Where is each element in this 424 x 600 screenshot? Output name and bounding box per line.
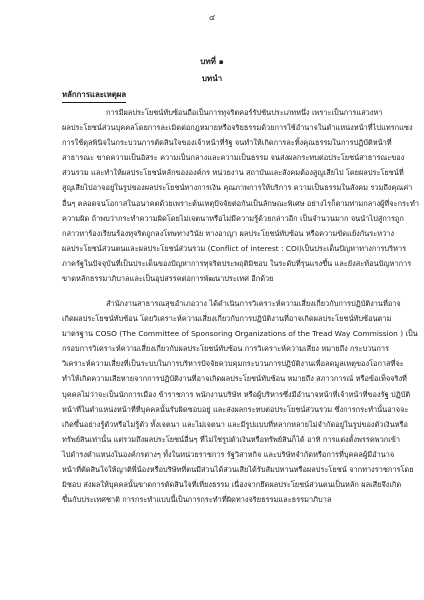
page-number: ๔ [208, 13, 216, 22]
paragraph-line: มาตรฐาน COSO (The Committee of Sponsoring Organizations of the Tread Way Commission ) เป็น [62, 329, 418, 339]
paragraph-line: บุคคลไม่ว่าจะเป็นนักการเมือง ข้าราชการ พนักงานบริษัท หรือผู้บริหารซึ่งมีอำนาจหน้าที่เจ้าหน้าที่ของรัฐ ปฏิบัติ [62, 389, 411, 399]
paragraph-line: ส่วนรวม และทำให้ผลประโยชน์หลักขององค์กร หน่วยงาน สถาบันและสังคมต้องสูญเสียไป โดยผลประโยชน์ที่ [62, 168, 404, 178]
paragraph-line: อื่นๆ ตลอดจนโอกาสในอนาคตด้วยเพราะต้นเหตุปัจจัยต่อกันเป็นลักษณะพิเศษ อย่างไรก็ตามท่ามกลางผู้ที่จะกระทำ [62, 198, 419, 208]
paragraph-line: สูญเสียไปอาจอยู่ในรูปของผลประโยชน์ทางการเงิน คุณภาพการให้บริการ ความเป็นธรรมในสังคม รวมถึงคุณค่า [62, 183, 413, 193]
paragraph-line: ภาครัฐในปัจจุบันที่เป็นประเด็นของปัญหาการทุจริตประพฤติมิชอบ ในระดับที่รุนแรงขึ้น และยังสะท้อนปัญหาการ [62, 258, 412, 268]
paragraph-line: วิเคราะห์ความเสี่ยงที่เป็นระบบในการบริหารปัจจัยควบคุมกระบวนการปฏิบัติงานเพื่อลดมูลเหตุของโอกาสที่จะ [62, 359, 404, 369]
paragraph-line: ความผิด ถ้าพบว่ากระทำความผิดโดยไม่เจตนาหรือไม่มีความรู้ด้วยกล่าวอีก เป็นจำนวนมาก จนนำไปสู่การถูก [62, 213, 404, 223]
paragraph-line: สาธารณะ ขาดความเป็นอิสระ ความเป็นกลางและความเป็นธรรม จนส่งผลกระทบต่อประโยชน์สาธารณะของ [62, 153, 405, 163]
paragraph-line: ขึ้นกับประเทศชาติ การกระทำแบบนี้เป็นการกระทำที่ผิดทางจริยธรรมและธรรมาภิบาล [62, 495, 332, 505]
paragraph-line: มิชอบ ส่งผลให้บุคคลนั้นขาดการตัดสินใจที่เที่ยงธรรม เนื่องจากยึดผลประโยชน์ส่วนตนเป็นหลัก ผลเสียจึงเกิด [62, 480, 402, 490]
paragraph-line: หน้าที่ในตำแหน่งหน้าที่ที่บุคคลนั้นรับผิดชอบอยู่ และส่งผลกระทบต่อประโยชน์ส่วนรวม ซึ่งการกระทำนั้นอาจจะ [62, 404, 409, 414]
paragraph-line: ขาดหลักธรรมาภิบาลและเป็นอุปสรรคต่อการพัฒนาประเทศ อีกด้วย [62, 274, 274, 284]
paragraph-line: ผลประโยชน์ส่วนตนและผลประโยชน์ส่วนรวม (Conflict of interest : COI)เป็นประเด็นปัญหาทางการบริหาร [62, 243, 407, 253]
paragraph-line: การมีผลประโยชน์ทับซ้อนถือเป็นการทุจริตคอร์รัปชันประเภทหนึ่ง เพราะเป็นการแสวงหา [106, 108, 383, 117]
paragraph-line: กรอบการวิเคราะห์ความเสี่ยงเกี่ยวกับผลประโยชน์ทับซ้อน การวิเคราะห์ความเสี่ยง หมายถึง กระบวนการ [62, 344, 389, 354]
paragraph-line: การใช้ดุลพินิจในกระบวนการตัดสินใจของเจ้าหน้าที่รัฐ จนทำให้เกิดการละทิ้งคุณธรรมในการปฏิบัติหน้าที่ [62, 138, 392, 148]
paragraph-line: ทำให้เกิดความเสียหายจากการปฏิบัติงานที่อาจเกิดผลประโยชน์ทับซ้อน หมายถึง สภาวการณ์ หรือข้อเท็จจริงที่ [62, 374, 407, 384]
paragraph-line: ทรัพย์สินเท่านั้น แต่รวมถึงผลประโยชน์อื่นๆ ที่ไม่ใช่รูปตัวเงินหรือทรัพย์สินก็ได้ อาทิ การแต่งตั้งพรรคพวกเข้า [62, 434, 400, 444]
paragraph-line: ไปดำรงตำแหน่งในองค์กรต่างๆ ทั้งในหน่วยราชการ รัฐวิสาหกิจ และบริษัทจำกัดหรือการที่บุคคลผู้มีอำนาจ [62, 449, 395, 459]
section-heading: หลักการและเหตุผล [62, 89, 126, 103]
paragraph-line: เกิดขึ้นอย่างรู้ตัวหรือไม่รู้ตัว ทั้งเจตนา และไม่เจตนา และมีรูปแบบที่หลากหลายไม่จำกัดอยู่ในรูปของตัวเงินหรือ [62, 419, 408, 429]
paragraph-risk-analysis [62, 296, 418, 507]
paragraph-line: หน้าที่ตัดสินใจให้ญาติพี่น้องหรือบริษัทที่ตนมีส่วนได้ส่วนเสียได้รับสัมปทานหรือผลประโยชน์ จากทางราชการโดย [62, 465, 414, 475]
paragraph-line: ผลประโยชน์ส่วนบุคคลโดยการละเมิดต่อกฎหมายหรือจริยธรรมด้วยการใช้อำนาจในตำแหน่งหน้าที่ไปแทรกแซง [62, 123, 413, 133]
paragraph-rationale [62, 105, 419, 286]
paragraph-line: เกิดผลประโยชน์ทับซ้อน โดยวิเคราะห์ความเสี่ยงเกี่ยวกับการปฏิบัติงานที่อาจเกิดผลประโยชน์ทับซ้อนตาม [62, 314, 392, 324]
chapter-title: บทนำ [201, 74, 223, 83]
paragraph-line: สำนักงานสาธารณสุขอำเภอวาง ได้ดำเนินการวิเคราะห์ความเสี่ยงเกี่ยวกับการปฏิบัติงานที่อาจ [106, 299, 401, 308]
paragraph-line: กล่าวหาร้องเรียนร้องทุจริตถูกลงโทษทางวินัย ทางอาญา ผลประโยชน์ทับซ้อน หรือความขัดแย้งกันระหว่าง [62, 228, 395, 238]
chapter-label: บทที่ ๑ [200, 57, 224, 66]
